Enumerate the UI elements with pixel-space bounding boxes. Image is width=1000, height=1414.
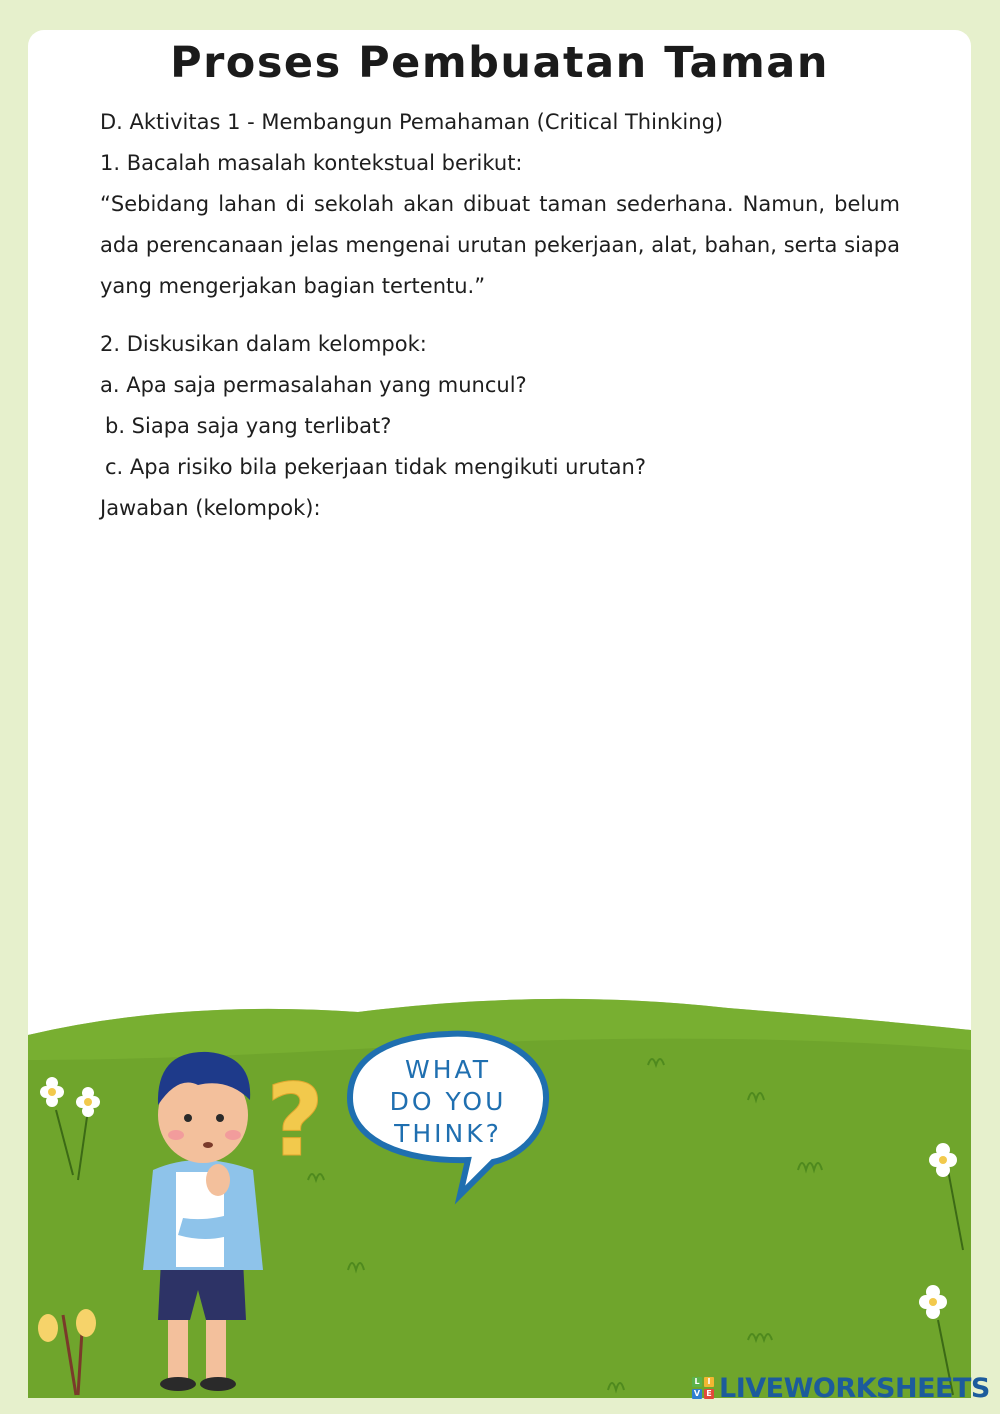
step1-instruction: 1. Bacalah masalah kontekstual berikut: bbox=[100, 151, 523, 175]
question-mark: ? bbox=[266, 1062, 325, 1179]
question-a: a. Apa saja permasalahan yang muncul? bbox=[100, 373, 527, 397]
step2-instruction: 2. Diskusikan dalam kelompok: bbox=[100, 332, 427, 356]
speech-bubble-line-3: THINK? bbox=[394, 1119, 502, 1148]
activity-heading: D. Aktivitas 1 - Membangun Pemahaman (Critical Thinking) bbox=[100, 110, 724, 134]
meadow-illustration bbox=[28, 990, 971, 1398]
worksheet-page bbox=[28, 30, 971, 1398]
answer-label: Jawaban (kelompok): bbox=[100, 496, 321, 520]
worksheet-content bbox=[100, 102, 900, 529]
question-b: b. Siapa saja yang terlibat? bbox=[105, 414, 392, 438]
context-quote: “Sebidang lahan di sekolah akan dibuat taman sederhana. Namun, belum ada perencanaan jelas mengenai urutan pekerjaan, alat, bahan, serta siapa yang mengerjakan bagian tertentu.” bbox=[100, 192, 900, 298]
question-c: c. Apa risiko bila pekerjaan tidak mengikuti urutan? bbox=[105, 455, 646, 479]
liveworksheets-logo bbox=[692, 1373, 990, 1403]
speech-bubble-line-1: WHAT bbox=[405, 1055, 491, 1084]
speech-bubble-line-2: DO YOU bbox=[389, 1087, 507, 1116]
page-title: Proses Pembuatan Taman bbox=[170, 38, 829, 88]
liveworksheets-wordmark: LIVEWORKSHEETS bbox=[719, 1372, 990, 1404]
liveworksheets-logo-icon: L I V E bbox=[692, 1377, 714, 1399]
